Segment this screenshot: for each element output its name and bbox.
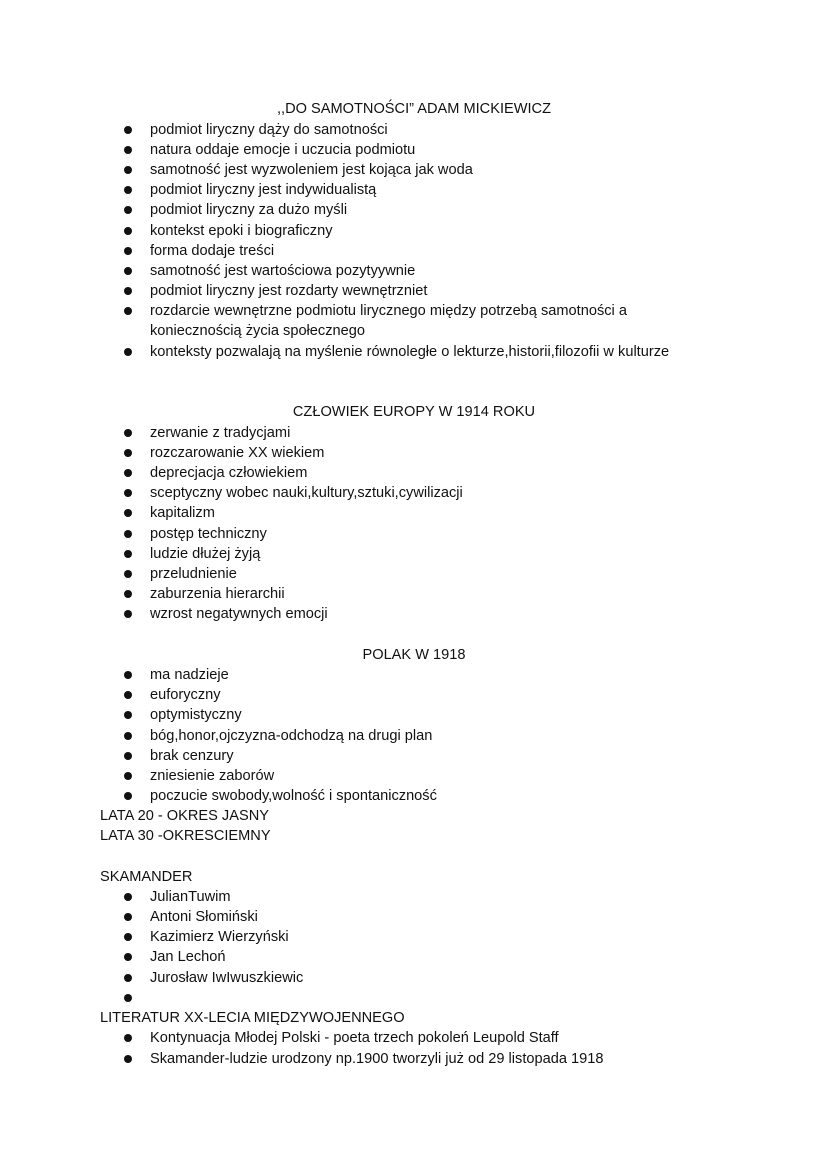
bullet-icon bbox=[124, 489, 132, 497]
bullet-icon bbox=[124, 974, 132, 982]
list-item: przeludnienie bbox=[150, 566, 237, 582]
bullet-icon bbox=[124, 1055, 132, 1063]
period-line: LATA 30 -OKRESCIEMNY bbox=[100, 828, 271, 844]
list-item: kontekst epoki i biograficzny bbox=[150, 223, 333, 239]
bullet-icon bbox=[124, 287, 132, 295]
bullet-icon bbox=[124, 469, 132, 477]
bullet-icon bbox=[124, 792, 132, 800]
list-item: optymistyczny bbox=[150, 707, 242, 723]
bullet-icon bbox=[124, 893, 132, 901]
bullet-icon bbox=[124, 146, 132, 154]
bullet-icon bbox=[124, 449, 132, 457]
bullet-icon bbox=[124, 267, 132, 275]
bullet-icon bbox=[124, 671, 132, 679]
list-item: kapitalizm bbox=[150, 505, 215, 521]
list-item: rozczarowanie XX wiekiem bbox=[150, 445, 325, 461]
list-item: Kazimierz Wierzyński bbox=[150, 929, 289, 945]
bullet-icon bbox=[124, 509, 132, 517]
bullet-icon bbox=[124, 186, 132, 194]
list-item: zerwanie z tradycjami bbox=[150, 425, 291, 441]
list-item: euforyczny bbox=[150, 687, 221, 703]
list-item: postęp techniczny bbox=[150, 526, 267, 542]
list-item: deprecjacja człowiekiem bbox=[150, 465, 308, 481]
list-item: Antoni Słomiński bbox=[150, 909, 258, 925]
bullet-icon bbox=[124, 530, 132, 538]
list-item: podmiot liryczny jest rozdarty wewnętrzniet bbox=[150, 283, 428, 299]
bullet-icon bbox=[124, 307, 132, 315]
bullet-icon bbox=[124, 711, 132, 719]
list-item: zniesienie zaborów bbox=[150, 768, 275, 784]
list-item: Kontynuacja Młodej Polski - poeta trzech pokoleń Leupold Staff bbox=[150, 1030, 559, 1046]
list-item: bóg,honor,ojczyzna-odchodzą na drugi plan bbox=[150, 728, 433, 744]
list-item: natura oddaje emocje i uczucia podmiotu bbox=[150, 142, 416, 158]
list-item: Jurosław IwIwuszkiewic bbox=[150, 970, 304, 986]
list-item: podmiot liryczny za dużo myśli bbox=[150, 202, 348, 218]
bullet-icon bbox=[124, 348, 132, 356]
bullet-icon bbox=[124, 206, 132, 214]
bullet-icon bbox=[124, 953, 132, 961]
bullet-icon bbox=[124, 772, 132, 780]
list-item: konteksty pozwalają na myślenie równoległe o lekturze,historii,filozofii w kulturze bbox=[150, 344, 670, 360]
bullet-icon bbox=[124, 166, 132, 174]
bullet-icon bbox=[124, 933, 132, 941]
list-item: ma nadzieje bbox=[150, 667, 229, 683]
section-title-text: POLAK W 1918 bbox=[362, 647, 466, 663]
list-item: wzrost negatywnych emocji bbox=[150, 606, 328, 622]
bullet-icon bbox=[124, 752, 132, 760]
list-item: sceptyczny wobec nauki,kultury,sztuki,cywilizacji bbox=[150, 485, 463, 501]
list-item: rozdarcie wewnętrzne podmiotu lirycznego między potrzebą samotności a bbox=[150, 303, 627, 319]
bullet-icon bbox=[124, 570, 132, 578]
bullet-icon bbox=[124, 227, 132, 235]
bullet-icon bbox=[124, 550, 132, 558]
bullet-icon bbox=[124, 732, 132, 740]
bullet-icon bbox=[124, 1034, 132, 1042]
section-title: CZŁOWIEK EUROPY W 1914 ROKU bbox=[292, 404, 536, 420]
list-item: Jan Lechoń bbox=[150, 949, 226, 965]
list-item: podmiot liryczny dąży do samotności bbox=[150, 122, 388, 138]
literature-title: LITERATUR XX-LECIA MIĘDZYWOJENNEGO bbox=[100, 1010, 405, 1026]
bullet-icon bbox=[124, 126, 132, 134]
list-item: brak cenzury bbox=[150, 748, 234, 764]
list-item: podmiot liryczny jest indywidualistą bbox=[150, 182, 377, 198]
list-item: JulianTuwim bbox=[150, 889, 231, 905]
bullet-icon bbox=[124, 429, 132, 437]
list-item: samotność jest wartościowa pozytyywnie bbox=[150, 263, 416, 279]
bullet-icon bbox=[124, 590, 132, 598]
list-item: samotność jest wyzwoleniem jest kojąca jak woda bbox=[150, 162, 473, 178]
list-item: poczucie swobody,wolność i spontaniczność bbox=[150, 788, 437, 804]
list-item: ludzie dłużej żyją bbox=[150, 546, 261, 562]
list-item: zaburzenia hierarchii bbox=[150, 586, 285, 602]
bullet-icon bbox=[124, 610, 132, 618]
section-title: ,,DO SAMOTNOŚCI” ADAM MICKIEWICZ bbox=[276, 101, 552, 117]
bullet-icon bbox=[124, 691, 132, 699]
skamander-title: SKAMANDER bbox=[100, 869, 193, 885]
list-item: Skamander-ludzie urodzony np.1900 tworzyli już od 29 listopada 1918 bbox=[150, 1051, 604, 1067]
list-item: forma dodaje treści bbox=[150, 243, 275, 259]
period-line: LATA 20 - OKRES JASNY bbox=[100, 808, 269, 824]
list-item-continuation: koniecznością życia społecznego bbox=[150, 323, 365, 339]
bullet-icon bbox=[124, 994, 132, 1002]
bullet-icon bbox=[124, 247, 132, 255]
bullet-icon bbox=[124, 913, 132, 921]
section-title bbox=[0, 645, 828, 665]
